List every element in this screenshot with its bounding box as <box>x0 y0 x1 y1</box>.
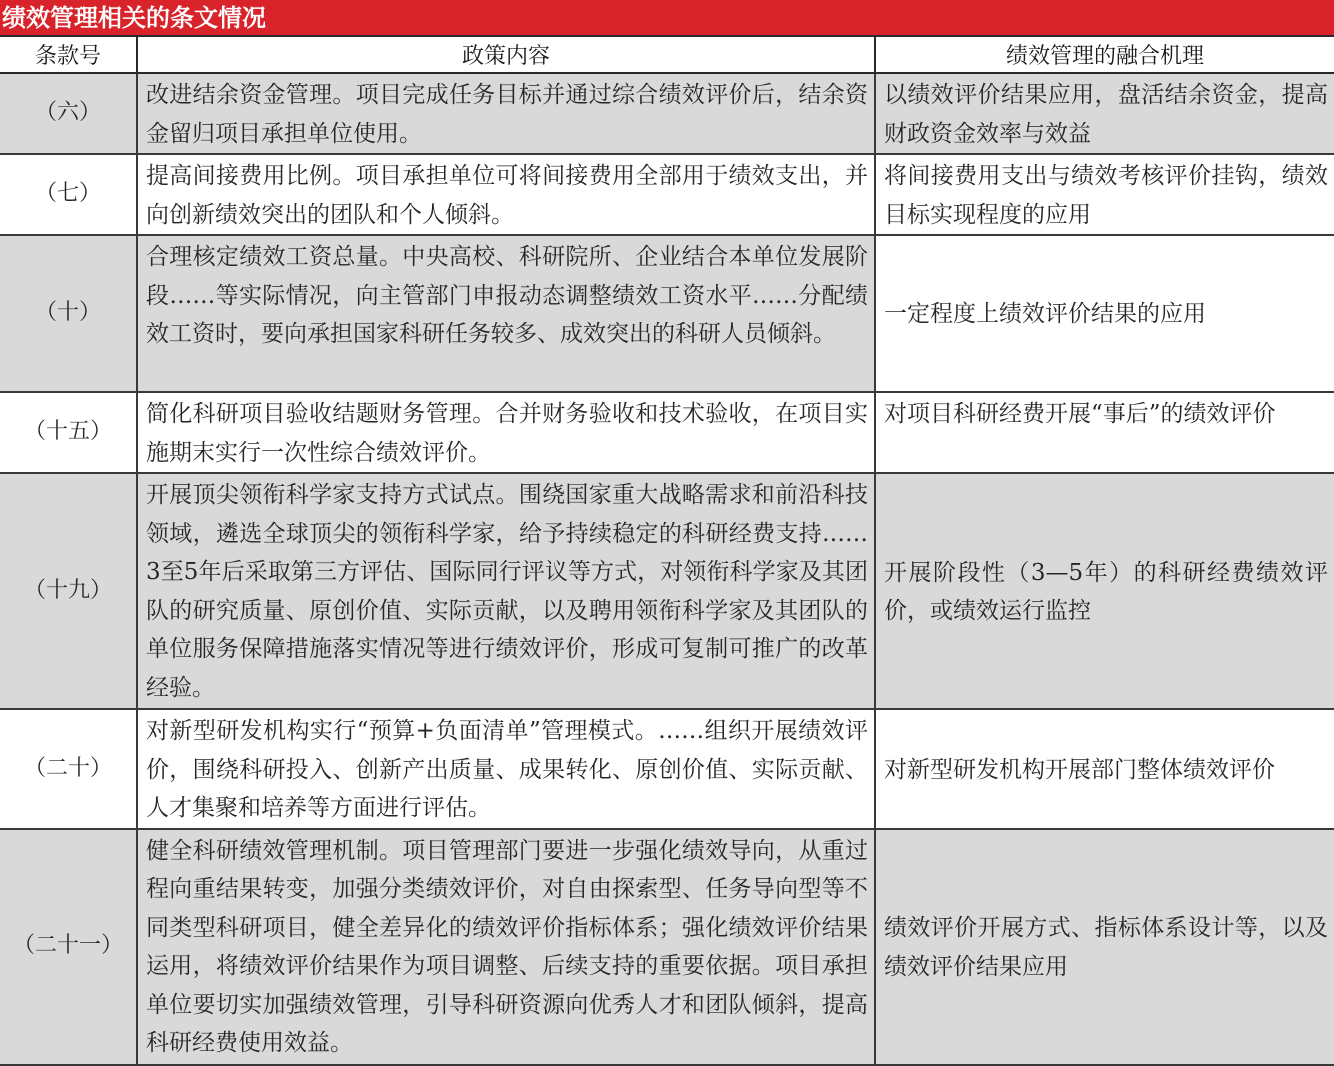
column-header-clause: 条款号 <box>0 37 137 73</box>
table-row <box>0 73 1334 154</box>
policy-content: 提高间接费用比例。项目承担单位可将间接费用全部用于绩效支出，并向创新绩效突出的团队和个人倾斜。 <box>137 154 875 235</box>
policy-content: 改进结余资金管理。项目完成任务目标并通过综合绩效评价后，结余资金留归项目承担单位使用。 <box>137 73 875 154</box>
table-row <box>0 154 1334 235</box>
table-row <box>0 235 1334 392</box>
clause-number: （十五） <box>0 392 137 473</box>
clause-number: （六） <box>0 73 137 154</box>
table-row <box>0 709 1334 829</box>
table-row <box>0 473 1334 709</box>
header-row <box>0 37 1334 73</box>
integration-mechanism: 绩效评价开展方式、指标体系设计等，以及绩效评价结果应用 <box>875 829 1334 1065</box>
integration-mechanism: 将间接费用支出与绩效考核评价挂钩，绩效目标实现程度的应用 <box>875 154 1334 235</box>
clause-number: （七） <box>0 154 137 235</box>
policy-content: 简化科研项目验收结题财务管理。合并财务验收和技术验收，在项目实施期末实行一次性综合绩效评价。 <box>137 392 875 473</box>
column-header-content: 政策内容 <box>137 37 875 73</box>
integration-mechanism: 开展阶段性（3—5年）的科研经费绩效评价，或绩效运行监控 <box>875 473 1334 709</box>
policy-content: 开展顶尖领衔科学家支持方式试点。围绕国家重大战略需求和前沿科技领域，遴选全球顶尖的领衔科学家，给予持续稳定的科研经费支持……3至5年后采取第三方评估、国际同行评议等方式，对领衔科学家及其团队的研究质量、原创价值、实际贡献，以及聘用领衔科学家及其团队的单位服务保障措施落实情况等进行绩效评价，形成可复制可推广的改革经验。 <box>137 473 875 709</box>
policy-content: 健全科研绩效管理机制。项目管理部门要进一步强化绩效导向，从重过程向重结果转变，加强分类绩效评价，对自由探索型、任务导向型等不同类型科研项目，健全差异化的绩效评价指标体系；强化绩效评价结果运用，将绩效评价结果作为项目调整、后续支持的重要依据。项目承担单位要切实加强绩效管理，引导科研资源向优秀人才和团队倾斜，提高科研经费使用效益。 <box>137 829 875 1065</box>
policy-content: 合理核定绩效工资总量。中央高校、科研院所、企业结合本单位发展阶段……等实际情况，向主管部门申报动态调整绩效工资水平……分配绩效工资时，要向承担国家科研任务较多、成效突出的科研人员倾斜。 <box>137 235 875 392</box>
integration-mechanism: 对项目科研经费开展“事后”的绩效评价 <box>875 392 1334 473</box>
integration-mechanism: 一定程度上绩效评价结果的应用 <box>875 235 1334 392</box>
clause-number: （二十一） <box>0 829 137 1065</box>
integration-mechanism: 以绩效评价结果应用，盘活结余资金，提高财政资金效率与效益 <box>875 73 1334 154</box>
clause-number: （二十） <box>0 709 137 829</box>
table-title: 绩效管理相关的条文情况 <box>2 4 266 32</box>
clause-number: （十） <box>0 235 137 392</box>
table-row <box>0 829 1334 1065</box>
table-title-bar <box>0 0 1334 37</box>
integration-mechanism: 对新型研发机构开展部门整体绩效评价 <box>875 709 1334 829</box>
clause-number: （十九） <box>0 473 137 709</box>
column-header-mechanism: 绩效管理的融合机理 <box>875 37 1334 73</box>
policy-content: 对新型研发机构实行“预算+负面清单”管理模式。……组织开展绩效评价，围绕科研投入、创新产出质量、成果转化、原创价值、实际贡献、人才集聚和培养等方面进行评估。 <box>137 709 875 829</box>
policy-table <box>0 37 1334 1066</box>
table-row <box>0 392 1334 473</box>
